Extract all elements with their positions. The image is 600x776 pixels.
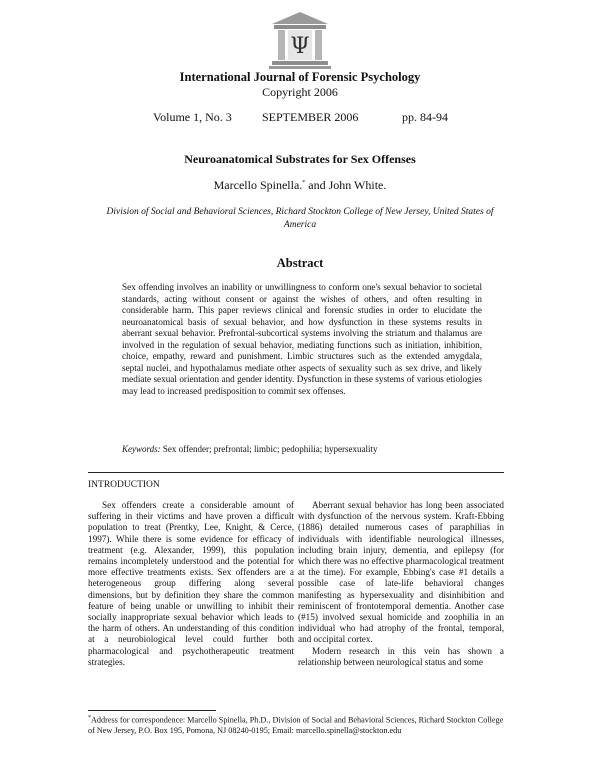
paragraph: Aberrant sexual behavior has long been associated with dysfunction of the nervous system. Kraft-Ebbing (1886) detailed numerous cases of paraphilias in individuals with identifiable neurological illnesses, including brain injury, dementia, and epilepsy (for which there was no effective pharmacological treatment at the time). For example, Ebbing's case #1 details a possible case of late-life behavioral changes manifesting as hypersexuality and disinhibition and reminiscent of frontotemporal dementia. Another case (#15) involved sexual homicide and zoophilia in an individual who had atrophy of the frontal, temporal, and occipital cortex. (298, 500, 504, 645)
affiliation: Division of Social and Behavioral Sciences, Richard Stockton College of New Jersey, United States of America (106, 207, 494, 230)
page-range: pp. 84-94 (402, 110, 448, 124)
paragraph: Sex offenders create a considerable amount of suffering in their victims and have proven a difficult population to treat (Prentky, Lee, Knight, & Cerce, 1997). While there is some evidence for efficacy of treatment (e.g. Alexander, 1999), this population remains incompletely understood and the potential for more effective treatments exists. Sex offenders are a heterogeneous group differing along several dimensions, but by definition they share the common feature of being unable or unwilling to inhibit their socially inappropriate sexual behavior which leads to the harm of others. An understanding of this condition at a neurobiological level could further both pharmacological and psychotherapeutic treatment strategies. (88, 500, 294, 667)
journal-title: International Journal of Forensic Psychology (179, 70, 421, 84)
paragraph: Modern research in this vein has shown a relationship between neurological status and some (298, 645, 504, 667)
section-heading: INTRODUCTION (88, 480, 160, 490)
abstract-heading: Abstract (276, 256, 324, 270)
article-title: Neuroanatomical Substrates for Sex Offenses (184, 152, 416, 166)
authors: Marcello Spinella.* and John White. (213, 178, 387, 192)
divider (88, 472, 504, 473)
psi-temple-icon (268, 10, 332, 70)
issue-date: SEPTEMBER 2006 (262, 110, 359, 124)
column-left (88, 500, 294, 668)
column-right (298, 500, 504, 668)
svg-text:Ψ: Ψ (290, 34, 310, 59)
abstract-text: Sex offending involves an inability or unwillingness to conform one's sexual behavior to societal standards, acting without consent or against the wishes of others, and often resulting in considerable harm. This paper reviews clinical and forensic studies in order to elucidate the neuroanatomical basis of sexual behavior, and how dysfunction in these systems results in aberrant sexual behavior. Prefrontal-subcortical systems involving the striatum and thalamus are involved in the regulation of sexual behavior, mediating functions such as initiation, inhibition, choice, empathy, reward and punishment. Limbic structures such as the extended amygdala, septal nuclei, and hypothalamus mediate other aspects of sexuality such as sex drive, and likely mediate sexual orientation and gender identity. Dysfunction in these systems of various etiologies may lead to increased predisposition to commit sex offenses. (122, 282, 482, 396)
footnote-divider (88, 710, 216, 711)
footnote: *Address for correspondence: Marcello Spinella, Ph.D., Division of Social and Behavioral Sciences, Richard Stockton College of New Jersey, P.O. Box 195, Pomona, NJ 08240-0195; Email: marcello.spinella@stockton.edu (88, 715, 504, 736)
keywords: Keywords: Sex offender; prefrontal; limbic; pedophilia; hypersexuality (122, 444, 378, 454)
copyright: Copyright 2006 (262, 85, 338, 99)
volume-issue: Volume 1, No. 3 (153, 110, 232, 124)
